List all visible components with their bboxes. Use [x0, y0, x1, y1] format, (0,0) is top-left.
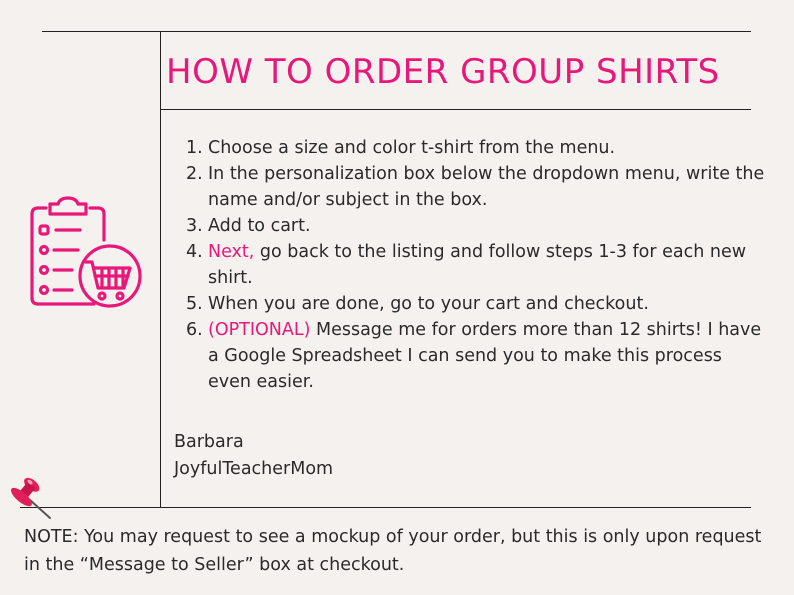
- step-text: [208, 317, 766, 395]
- page-title: HOW TO ORDER GROUP SHIRTS: [166, 52, 720, 92]
- step-body: go back to the listing and follow steps 1-3 for each new shirt.: [208, 242, 747, 288]
- clipboard-cart-icon: [20, 196, 144, 324]
- step-text: [208, 213, 766, 239]
- step-body: Choose a size and color t-shirt from the menu.: [208, 138, 616, 158]
- step-body: When you are done, go to your cart and checkout.: [208, 294, 649, 314]
- top-rule: [42, 31, 751, 32]
- list-item: [186, 317, 766, 395]
- step-text: [208, 239, 766, 291]
- order-note: NOTE: You may request to see a mockup of your order, but this is only upon request in the “Message to Seller” box at checkout.: [24, 527, 762, 575]
- title-rule: [160, 109, 751, 110]
- step-number: 2.: [186, 164, 203, 184]
- list-item: [186, 135, 766, 161]
- bottom-rule: [20, 507, 751, 508]
- step-number: 5.: [186, 294, 203, 314]
- list-item: [186, 161, 766, 213]
- divider-rule: [160, 31, 161, 508]
- step-body: Add to cart.: [208, 216, 311, 236]
- step-number: 3.: [186, 216, 203, 236]
- signature-handle: JoyfulTeacherMom: [174, 459, 334, 479]
- step-body: In the personalization box below the dropdown menu, write the name and/or subject in the box.: [208, 164, 765, 210]
- signature-name: Barbara: [174, 432, 244, 452]
- step-text: [208, 135, 766, 161]
- step-number: 6.: [186, 320, 203, 340]
- steps-list: [186, 135, 766, 395]
- step-accent: (OPTIONAL): [208, 320, 311, 340]
- step-text: [208, 291, 766, 317]
- step-text: [208, 161, 766, 213]
- list-item: [186, 213, 766, 239]
- push-pin-icon: [4, 474, 54, 528]
- step-body: Message me for orders more than 12 shirts! I have a Google Spreadsheet I can send you to make this process even easier.: [208, 320, 762, 392]
- step-accent: Next,: [208, 242, 255, 262]
- list-item: [186, 291, 766, 317]
- step-number: 1.: [186, 138, 203, 158]
- step-number: 4.: [186, 242, 203, 262]
- list-item: [186, 239, 766, 291]
